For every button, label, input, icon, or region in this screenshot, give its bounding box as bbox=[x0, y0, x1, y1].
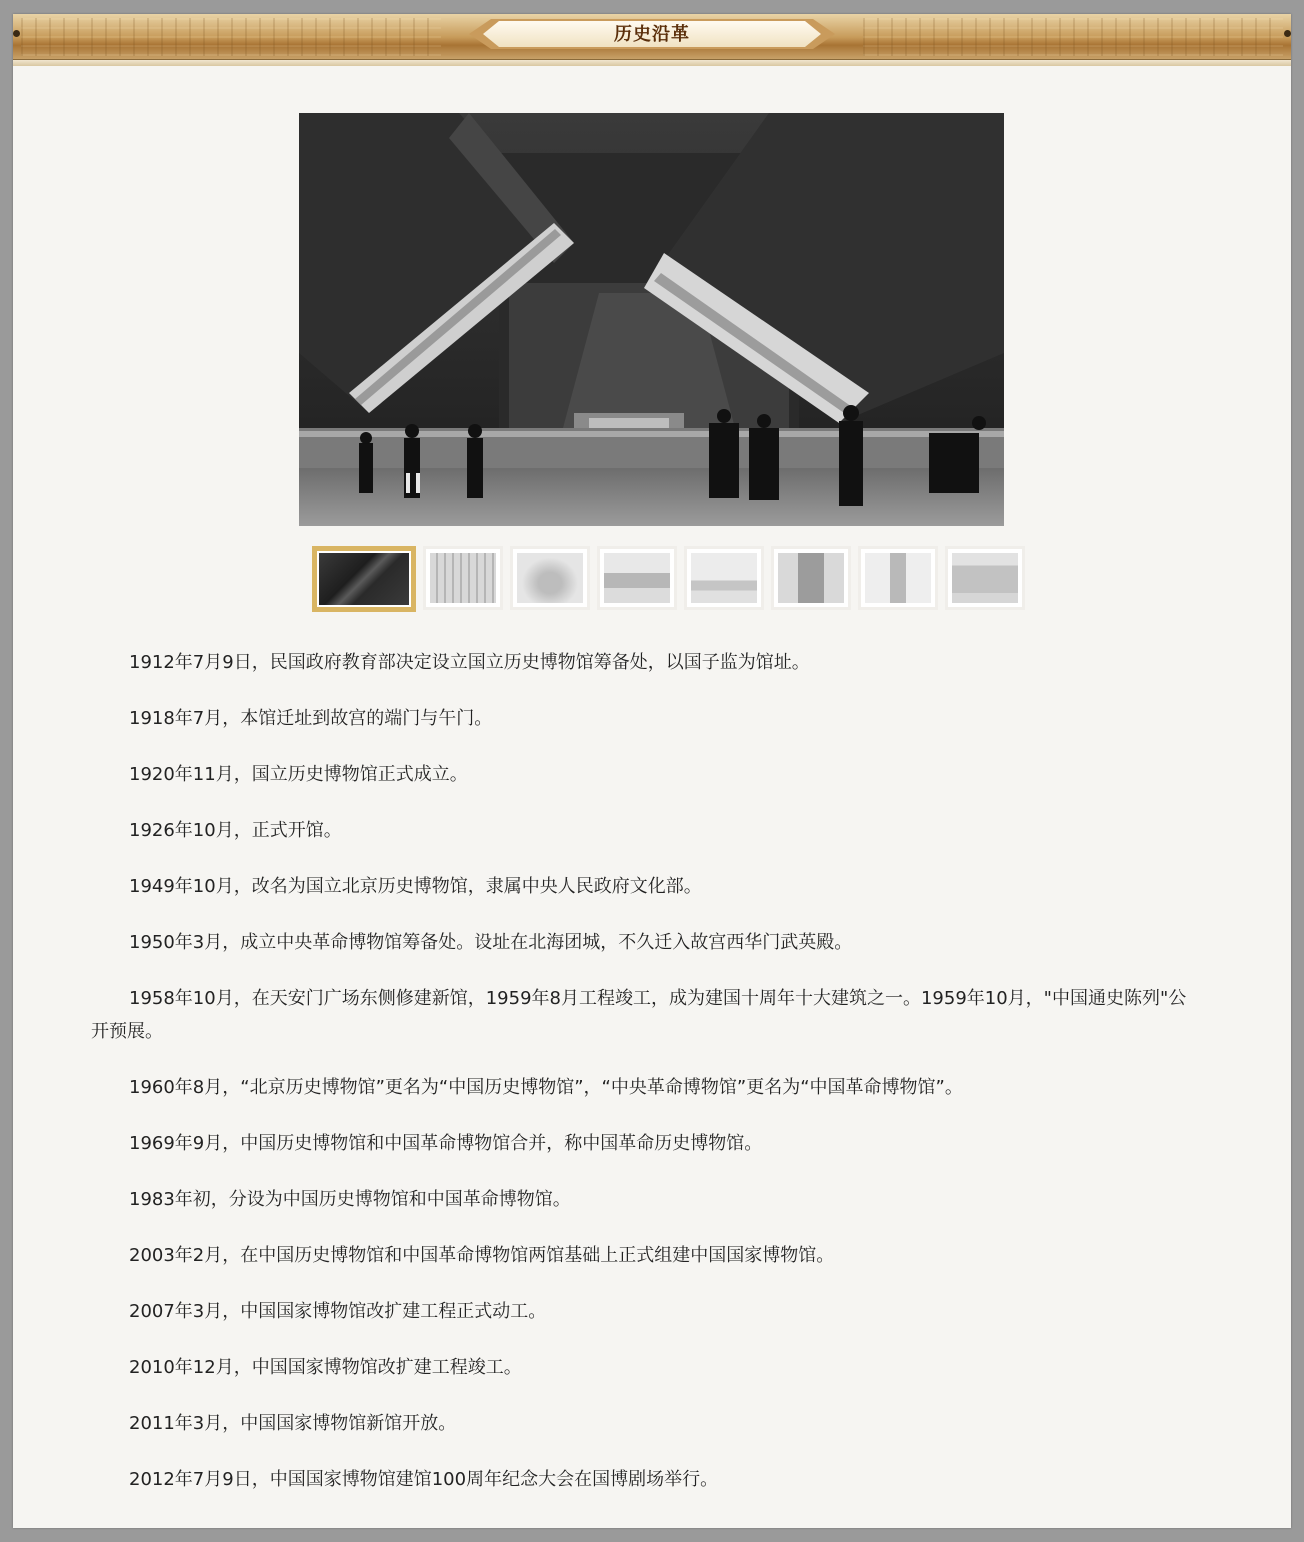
history-entry: 2010年12月，中国国家博物馆改扩建工程竣工。 bbox=[129, 1357, 522, 1378]
history-entry: 1918年7月，本馆迁址到故宫的端门与午门。 bbox=[129, 708, 493, 729]
main-historic-photo bbox=[299, 113, 1004, 526]
thumbnail-3[interactable] bbox=[510, 546, 590, 610]
history-entry: 1950年3月，成立中央革命博物馆筹备处。设址在北海团城，不久迁入故宫西华门武英殿。 bbox=[129, 932, 853, 953]
thumbnail-7[interactable] bbox=[858, 546, 938, 610]
history-entry: 1983年初，分设为中国历史博物馆和中国革命博物馆。 bbox=[129, 1189, 571, 1210]
thumbnail-4[interactable] bbox=[597, 546, 677, 610]
history-entry: 1912年7月9日，民国政府教育部决定设立国立历史博物馆筹备处，以国子监为馆址。 bbox=[129, 652, 810, 673]
thumbnail-6[interactable] bbox=[771, 546, 851, 610]
history-entry: 1958年10月，在天安门广场东侧修建新馆，1959年8月工程竣工，成为建国十周年十大建筑之一。1959年10月，"中国通史陈列"公开预展。 bbox=[91, 988, 1187, 1042]
section-header bbox=[13, 14, 1291, 66]
history-entry: 1926年10月，正式开馆。 bbox=[129, 820, 342, 841]
history-entry: 1960年8月，“北京历史博物馆”更名为“中国历史博物馆”，“中央革命博物馆”更名为“中国革命博物馆”。 bbox=[129, 1077, 963, 1098]
title-plate bbox=[469, 19, 835, 49]
header-knob-left bbox=[13, 30, 20, 37]
header-ornament-left bbox=[21, 18, 441, 56]
thumbnail-8[interactable] bbox=[945, 546, 1025, 610]
page-title: 历史沿革 bbox=[614, 24, 690, 45]
history-entry: 1920年11月，国立历史博物馆正式成立。 bbox=[129, 764, 468, 785]
history-entry: 2003年2月，在中国历史博物馆和中国革命博物馆两馆基础上正式组建中国国家博物馆。 bbox=[129, 1245, 835, 1266]
content-panel bbox=[13, 14, 1291, 1528]
header-divider bbox=[13, 59, 1291, 66]
history-entry: 1949年10月，改名为国立北京历史博物馆，隶属中央人民政府文化部。 bbox=[129, 876, 702, 897]
header-ornament-right bbox=[863, 18, 1283, 56]
history-entry: 1969年9月，中国历史博物馆和中国革命博物馆合并，称中国革命历史博物馆。 bbox=[129, 1133, 763, 1154]
thumbnail-strip bbox=[312, 546, 1022, 612]
history-entry: 2011年3月，中国国家博物馆新馆开放。 bbox=[129, 1413, 457, 1434]
history-text bbox=[91, 646, 1201, 1519]
thumbnail-5[interactable] bbox=[684, 546, 764, 610]
thumbnail-2[interactable] bbox=[423, 546, 503, 610]
thumbnail-1[interactable] bbox=[312, 546, 416, 612]
history-entry: 2012年7月9日，中国国家博物馆建馆100周年纪念大会在国博剧场举行。 bbox=[129, 1469, 719, 1490]
header-knob-right bbox=[1284, 30, 1291, 37]
history-entry: 2007年3月，中国国家博物馆改扩建工程正式动工。 bbox=[129, 1301, 547, 1322]
